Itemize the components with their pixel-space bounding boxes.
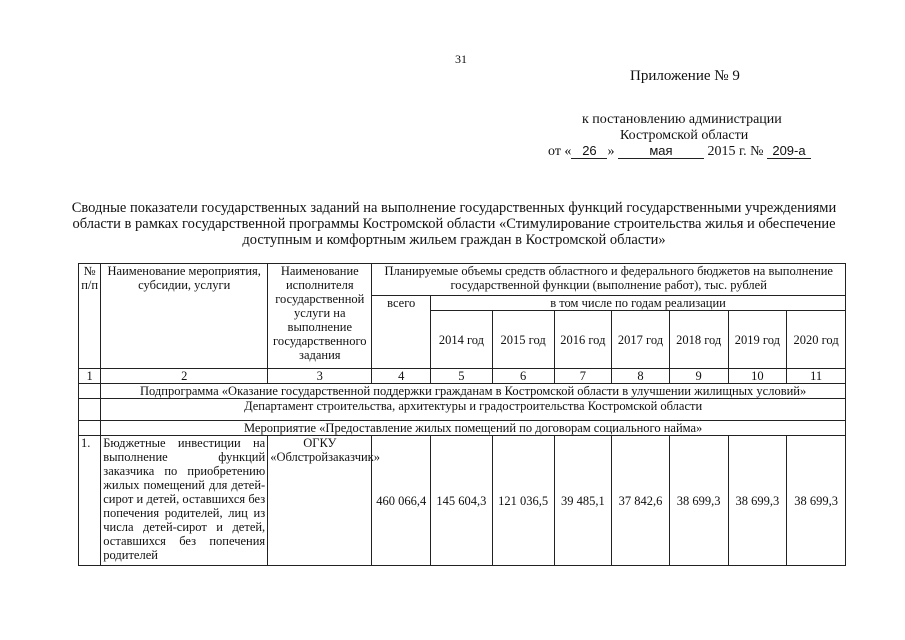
empty-cell — [79, 421, 101, 436]
column-number: 11 — [787, 369, 846, 384]
header-total: всего — [372, 296, 431, 369]
document-number: 209-а — [767, 143, 811, 159]
indicators-table — [78, 263, 846, 566]
header-year: 2019 год — [728, 311, 787, 369]
header-name: Наименование мероприятия, субсидии, услуги — [101, 264, 268, 369]
row-value-2015: 121 036,5 — [492, 436, 554, 566]
date-day: 26 — [571, 143, 607, 159]
table-row — [79, 436, 846, 566]
document-heading: Сводные показатели государственных заданий на выполнение государственных функций государственными учреждениями области в рамках государственной программы Костромской области «Стимулирование строительства жилья и обеспечение доступным и комфортным жильем граждан в Костромской области» — [71, 200, 837, 248]
page-number: 31 — [455, 52, 467, 66]
department-row: Департамент строительства, архитектуры и градостроительства Костромской области — [101, 399, 846, 421]
column-number: 10 — [728, 369, 787, 384]
header-year: 2018 год — [669, 311, 728, 369]
appendix-line-1: к постановлению администрации — [582, 112, 782, 127]
header-year: 2014 год — [431, 311, 493, 369]
row-value-2014: 145 604,3 — [431, 436, 493, 566]
date-suffix: 2015 г. № — [707, 144, 764, 159]
appendix-title: Приложение № 9 — [630, 68, 740, 84]
header-executor: Наименование исполнителя государственной услуги на выполнение государственного задания — [268, 264, 372, 369]
empty-cell — [79, 384, 101, 399]
row-value-2016: 39 485,1 — [554, 436, 612, 566]
subprogram-row: Подпрограмма «Оказание государственной поддержки гражданам в Костромской области в улучшении жилищных условий» — [101, 384, 846, 399]
header-num: № п/п — [79, 264, 101, 369]
appendix-line-2: Костромской области — [620, 128, 749, 143]
column-number: 5 — [431, 369, 493, 384]
empty-cell — [79, 399, 101, 421]
column-number: 4 — [372, 369, 431, 384]
row-name: Бюджетные инвестиции на выполнение функций заказчика по приобретению жилых помещений для детей-сирот и детей, оставшихся без попечения родителей, лиц из числа детей-сирот и детей, оставшихся без попечения родителей — [101, 436, 268, 566]
header-planned: Планируемые объемы средств областного и федерального бюджетов на выполнение государственной функции (выполнение работ), тыс. рублей — [372, 264, 846, 296]
header-year: 2016 год — [554, 311, 612, 369]
header-year: 2020 год — [787, 311, 846, 369]
date-mid: » — [607, 144, 615, 159]
measure-row: Мероприятие «Предоставление жилых помещений по договорам социального найма» — [101, 421, 846, 436]
column-number: 8 — [612, 369, 670, 384]
column-number: 1 — [79, 369, 101, 384]
row-number: 1. — [79, 436, 101, 566]
column-number: 6 — [492, 369, 554, 384]
row-value-total: 460 066,4 — [372, 436, 431, 566]
row-executor: ОГКУ «Облстройзаказчик» — [268, 436, 372, 566]
row-value-2019: 38 699,3 — [728, 436, 787, 566]
column-number: 9 — [669, 369, 728, 384]
header-by-years: в том числе по годам реализации — [431, 296, 846, 311]
column-number: 2 — [101, 369, 268, 384]
row-value-2018: 38 699,3 — [669, 436, 728, 566]
appendix-date — [548, 143, 811, 160]
date-month: мая — [618, 143, 704, 159]
row-value-2017: 37 842,6 — [612, 436, 670, 566]
date-prefix: от « — [548, 144, 572, 159]
row-value-2020: 38 699,3 — [787, 436, 846, 566]
column-number: 7 — [554, 369, 612, 384]
header-year: 2017 год — [612, 311, 670, 369]
column-number: 3 — [268, 369, 372, 384]
header-year: 2015 год — [492, 311, 554, 369]
